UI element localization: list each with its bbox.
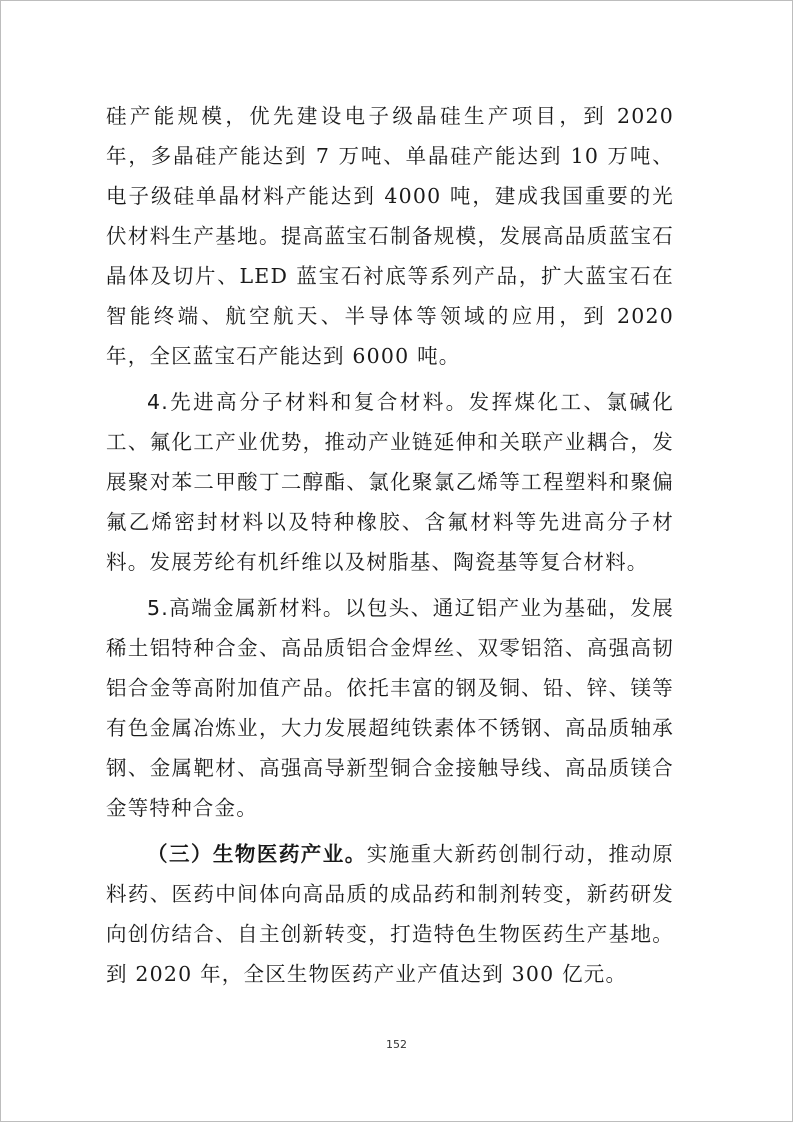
- paragraph-silicon-sapphire: [106, 96, 674, 376]
- section-heading: 5.高端金属新材料。: [147, 596, 345, 620]
- paragraph-polymer-composites: [106, 382, 674, 582]
- section-heading: 4.先进高分子材料和复合材料。: [147, 390, 469, 414]
- section-heading: （三）生物医药产业。: [147, 842, 367, 866]
- paragraph-metal-materials: [106, 588, 674, 828]
- paragraph-text: 实施重大新药创制行动，推动原料药、医药中间体向高品质的成品药和制剂转变，新药研发向创仿结合、自主创新转变，打造特色生物医药生产基地。到 2020 年，全区生物医药产业产值达到 300 亿元。: [106, 842, 674, 986]
- paragraph-text: 硅产能规模，优先建设电子级晶硅生产项目，到 2020 年，多晶硅产能达到 7 万吨、单晶硅产能达到 10 万吨、电子级硅单晶材料产能达到 4000 吨，建成我国重要的光伏材料生产基地。提高蓝宝石制备规模，发展高品质蓝宝石晶体及切片、LED 蓝宝石衬底等系列产品，扩大蓝宝石在智能终端、航空航天、半导体等领域的应用，到 2020 年，全区蓝宝石产能达到 6000 吨。: [106, 104, 674, 368]
- page-number: 152: [386, 1038, 407, 1051]
- document-body: [106, 96, 674, 994]
- paragraph-biomedicine: [106, 834, 674, 994]
- paragraph-text: 以包头、通辽铝产业为基础，发展稀土铝特种合金、高品质铝合金焊丝、双零铝箔、高强高韧铝合金等高附加值产品。依托丰富的钢及铜、铅、锌、镁等有色金属冶炼业，大力发展超纯铁素体不锈钢、高品质轴承钢、金属靶材、高强高导新型铜合金接触导线、高品质镁合金等特种合金。: [106, 596, 675, 820]
- paragraph-text: 发挥煤化工、氯碱化工、氟化工产业优势，推动产业链延伸和关联产业耦合，发展聚对苯二甲酸丁二醇酯、氯化聚氯乙烯等工程塑料和聚偏氟乙烯密封材料以及特种橡胶、含氟材料等先进高分子材料。发展芳纶有机纤维以及树脂基、陶瓷基等复合材料。: [106, 390, 674, 574]
